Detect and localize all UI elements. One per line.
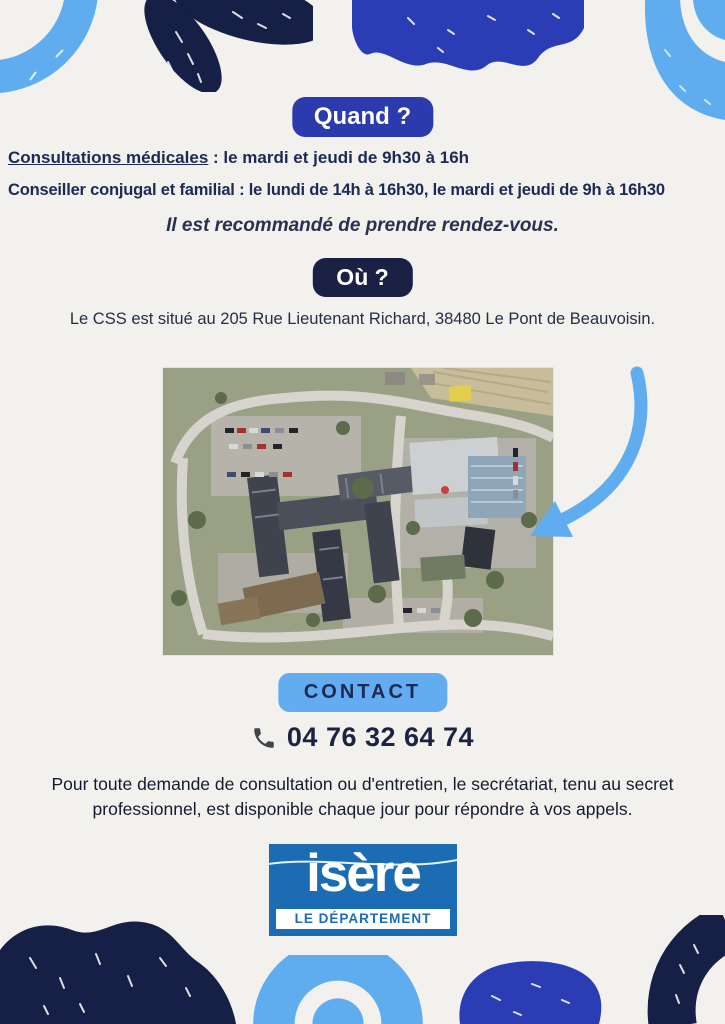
crescent-decoration-bottom-right: [628, 915, 725, 1024]
ring-decoration-top-left: [0, 0, 120, 145]
blob-decoration-top-center: [348, 0, 588, 88]
blob-decoration-bottom-right-center: [452, 956, 604, 1024]
logo-subtitle: LE DÉPARTEMENT: [274, 907, 452, 931]
leaves-decoration-top: [138, 0, 313, 92]
satellite-map-image: [163, 368, 553, 655]
phone-row: [0, 722, 725, 753]
logo-title: isère: [306, 844, 420, 903]
arch-decoration-bottom-center: [250, 955, 425, 1024]
medical-consultations-hours: : le mardi et jeudi de 9h30 à 16h: [208, 148, 470, 167]
contact-button[interactable]: CONTACT: [278, 673, 447, 712]
isere-department-logo: [269, 844, 457, 936]
phone-number: 04 76 32 64 74: [286, 722, 475, 752]
blob-decoration-bottom-left: [0, 918, 240, 1024]
medical-consultations-line: [8, 148, 469, 168]
address-line: Le CSS est situé au 205 Rue Lieutenant Richard, 38480 Le Pont de Beauvoisin.: [69, 310, 656, 328]
curved-arrow-icon: [505, 358, 655, 558]
appointment-note: Il est recommandé de prendre rendez-vous.: [166, 215, 559, 236]
ou-button[interactable]: Où ?: [312, 258, 412, 297]
phone-icon: [251, 725, 277, 751]
swirl-decoration-top-right: [625, 0, 725, 125]
medical-consultations-label: Consultations médicales: [8, 148, 209, 167]
counselor-line: Conseiller conjugal et familial : le lundi de 14h à 16h30, le mardi et jeudi de 9h à 16h30: [8, 181, 665, 199]
secretariat-paragraph: Pour toute demande de consultation ou d'entretien, le secrétariat, tenu au secret professionnel, est disponible chaque jour pour répondre à vos appels.: [51, 774, 674, 819]
quand-button[interactable]: Quand ?: [292, 97, 433, 137]
